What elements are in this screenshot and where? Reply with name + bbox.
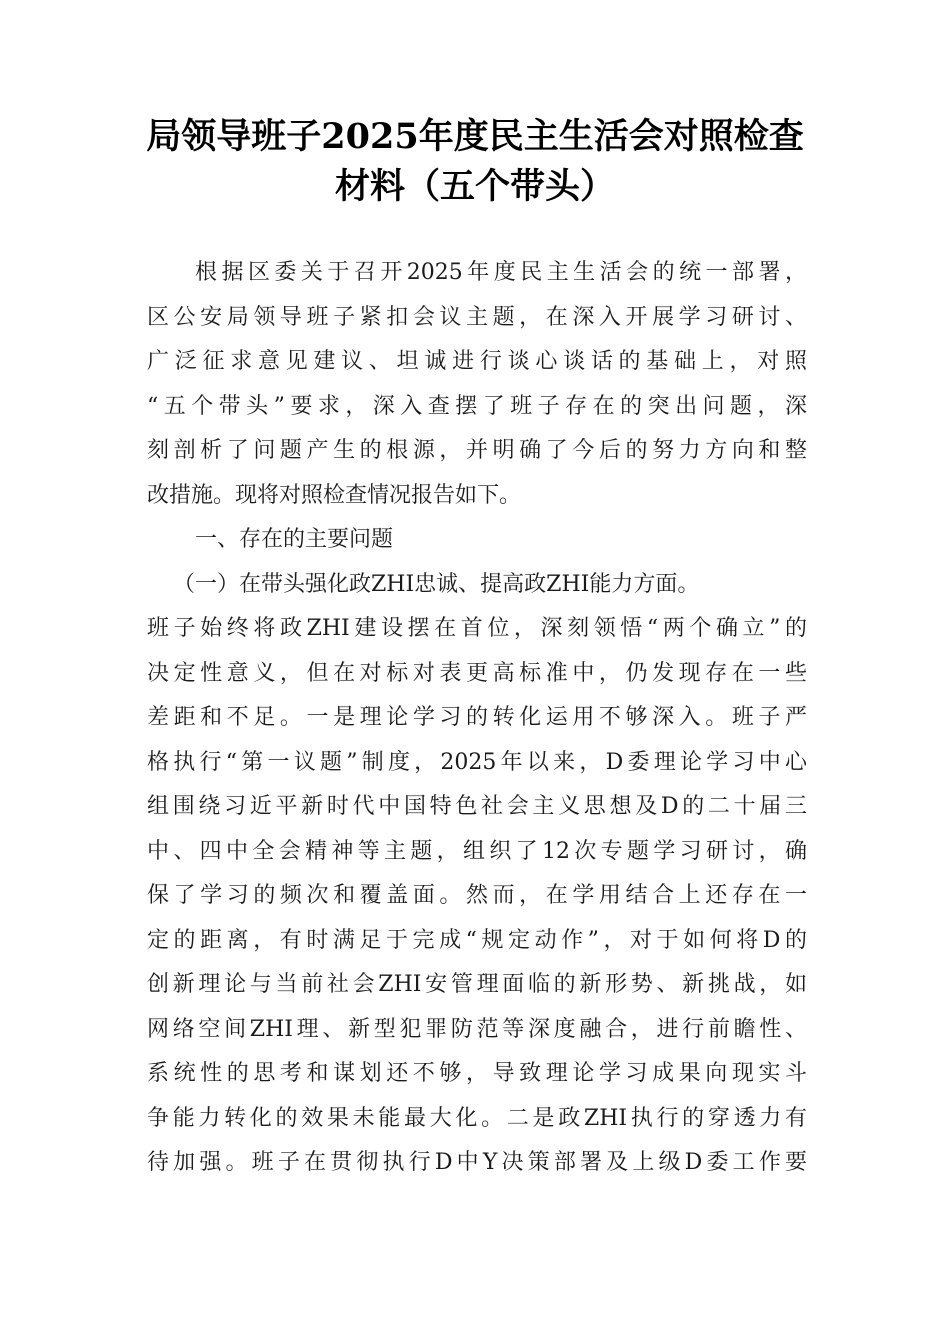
- document-body: [147, 251, 807, 1186]
- paragraph-line: 格执行“第一议题”制度，2025年以来，D委理论学习中心: [147, 749, 807, 775]
- paragraph-line: 决定性意义，但在对标对表更高标准中，仍发现存在一些: [147, 660, 807, 686]
- title-line-2: 材料（五个带头）: [334, 166, 615, 207]
- paragraph-line: 争能力转化的效果未能最大化。二是政ZHI执行的穿透力有: [147, 1105, 807, 1131]
- paragraph-line: 中、四中全会精神等主题，组织了12次专题学习研讨，确: [147, 838, 807, 864]
- paragraph-line: 广泛征求意见建议、坦诚进行谈心谈话的基础上，对照: [147, 349, 807, 374]
- paragraph-line: 定的距离，有时满足于完成“规定动作”，对于如何将D的: [147, 927, 807, 953]
- paragraph-line: “五个带头”要求，深入查摆了班子存在的突出问题，深: [147, 393, 807, 419]
- paragraph-line: 改措施。现将对照检查情况报告如下。: [147, 482, 522, 508]
- section-heading: 一、存在的主要问题: [195, 527, 394, 552]
- paragraph-line: 保了学习的频次和覆盖面。然而，在学用结合上还存在一: [147, 883, 807, 908]
- title-line-1: 局领导班子2025年度民主生活会对照检查: [146, 116, 804, 157]
- paragraph-line: 创新理论与当前社会ZHI安管理面临的新形势、新挑战，如: [147, 972, 807, 997]
- paragraph-line: 网络空间ZHI理、新型犯罪防范等深度融合，进行前瞻性、: [147, 1016, 807, 1042]
- paragraph-line: 刻剖析了问题产生的根源，并明确了今后的努力方向和整: [147, 438, 807, 463]
- paragraph-line: 区公安局领导班子紧扣会议主题，在深入开展学习研讨、: [147, 304, 807, 330]
- document-title: [130, 112, 820, 212]
- subsection-heading: （一）在带头强化政ZHI忠诚、提高政ZHI能力方面。: [173, 571, 700, 597]
- paragraph-line: 根据区委关于召开2025年度民主生活会的统一部署，: [195, 260, 807, 285]
- paragraph-line: 组围绕习近平新时代中国特色社会主义思想及D的二十届三: [147, 794, 807, 819]
- paragraph-line: 待加强。班子在贯彻执行D中Y决策部署及上级D委工作要: [147, 1150, 807, 1175]
- paragraph-line: 班子始终将政ZHI建设摆在首位，深刻领悟“两个确立”的: [147, 616, 807, 641]
- paragraph-line: 差距和不足。一是理论学习的转化运用不够深入。班子严: [147, 705, 807, 730]
- paragraph-line: 系统性的思考和谋划还不够，导致理论学习成果向现实斗: [147, 1061, 807, 1086]
